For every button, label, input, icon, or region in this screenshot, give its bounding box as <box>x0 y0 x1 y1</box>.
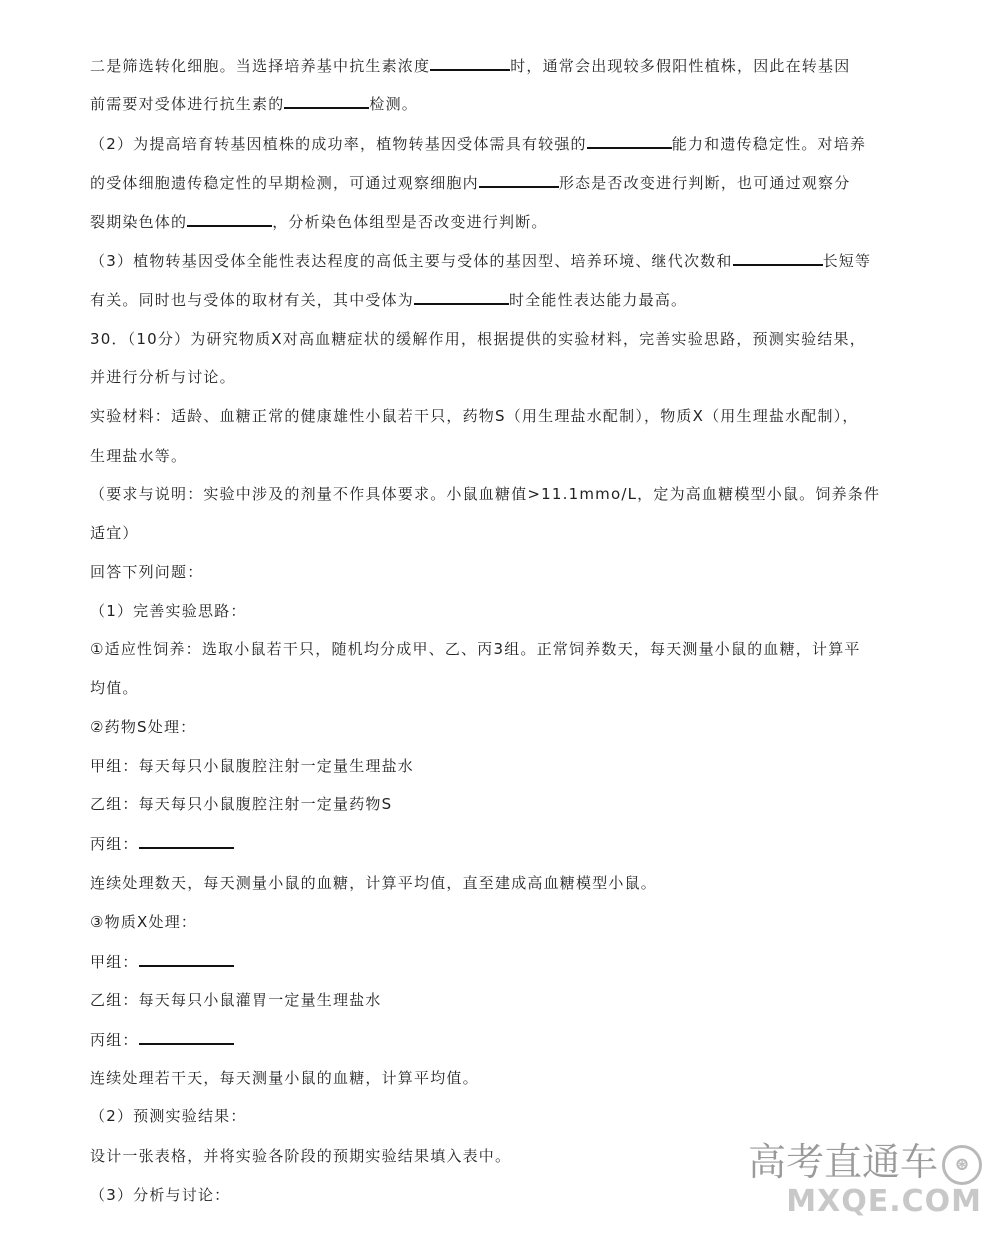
text-segment: （1）完善实验思路： <box>90 602 247 620</box>
watermark-title: 高考直通车 ⊛ <box>748 1140 982 1186</box>
text-segment: 时全能性表达能力最高。 <box>509 291 688 309</box>
text-line <box>90 639 930 659</box>
text-segment: 前需要对受体进行抗生素的 <box>90 95 285 113</box>
text-segment: ②药物S处理： <box>90 718 197 736</box>
fill-in-blank[interactable] <box>139 951 234 967</box>
text-segment: 二是筛选转化细胞。当选择培养基中抗生素浓度 <box>90 57 431 75</box>
fill-in-blank[interactable] <box>733 250 823 266</box>
text-segment: 30．（10分）为研究物质X对高血糖症状的缓解作用，根据提供的实验材料，完善实验思路，预测实验结果， <box>90 330 866 348</box>
fill-in-blank[interactable] <box>430 55 510 71</box>
text-line <box>90 484 930 504</box>
text-segment: 连续处理数天，每天测量小鼠的血糖，计算平均值，直至建成高血糖模型小鼠。 <box>90 874 658 892</box>
text-segment: 甲组： <box>90 953 139 971</box>
text-segment: 裂期染色体的 <box>90 213 188 231</box>
text-line <box>90 367 930 387</box>
text-line <box>90 794 930 814</box>
text-line <box>90 678 930 698</box>
text-line <box>90 562 930 582</box>
text-segment: 并进行分析与讨论。 <box>90 368 236 386</box>
text-line <box>90 1029 930 1050</box>
fill-in-blank[interactable] <box>187 211 272 227</box>
watermark <box>748 1140 982 1220</box>
text-line <box>90 1068 930 1088</box>
text-line <box>90 873 930 893</box>
text-segment: 长短等 <box>822 252 872 270</box>
fill-in-blank[interactable] <box>479 172 559 188</box>
text-line <box>90 990 930 1010</box>
text-line <box>90 172 930 193</box>
text-line <box>90 1106 930 1126</box>
text-line <box>90 446 930 466</box>
text-segment: 检测。 <box>369 95 419 113</box>
text-segment: 设计一张表格，并将实验各阶段的预期实验结果填入表中。 <box>90 1147 512 1165</box>
text-line <box>90 211 930 232</box>
text-segment: （2）为提高培育转基因植株的成功率，植物转基因受体需具有较强的 <box>90 135 587 153</box>
text-line <box>90 912 930 932</box>
text-line <box>90 133 930 154</box>
text-segment: 适宜） <box>90 524 139 542</box>
text-line <box>90 717 930 737</box>
text-line <box>90 601 930 621</box>
text-segment: （要求与说明：实验中涉及的剂量不作具体要求。小鼠血糖值>11.1mmo/L，定为高血糖模型小鼠。饲养条件 <box>90 485 881 503</box>
text-line <box>90 833 930 854</box>
fill-in-blank[interactable] <box>587 133 672 149</box>
text-segment: 均值。 <box>90 679 139 697</box>
text-line <box>90 55 930 76</box>
fill-in-blank[interactable] <box>414 289 509 305</box>
text-segment: 连续处理若干天，每天测量小鼠的血糖，计算平均值。 <box>90 1069 479 1087</box>
text-segment: 甲组：每天每只小鼠腹腔注射一定量生理盐水 <box>90 757 415 775</box>
text-segment: 实验材料：适龄、血糖正常的健康雄性小鼠若干只，药物S（用生理盐水配制），物质X（用生理盐水配制）， <box>90 407 859 425</box>
text-segment: 时，通常会出现较多假阳性植株，因此在转基因 <box>510 57 851 75</box>
fill-in-blank[interactable] <box>139 833 234 849</box>
text-line <box>90 329 930 349</box>
text-segment: （3）植物转基因受体全能性表达程度的高低主要与受体的基因型、培养环境、继代次数和 <box>90 252 733 270</box>
text-segment: ①适应性饲养：选取小鼠若干只，随机均分成甲、乙、丙3组。正常饲养数天，每天测量小鼠的血糖，计算平 <box>90 640 861 658</box>
text-segment: 乙组：每天每只小鼠腹腔注射一定量药物S <box>90 795 393 813</box>
text-segment: 有关。同时也与受体的取材有关，其中受体为 <box>90 291 415 309</box>
watermark-site: MXQE.COM <box>786 1184 982 1219</box>
text-line <box>90 406 930 426</box>
text-line <box>90 93 930 114</box>
text-line <box>90 523 930 543</box>
text-segment: （2）预测实验结果： <box>90 1107 247 1125</box>
text-segment: 生理盐水等。 <box>90 447 188 465</box>
text-line <box>90 756 930 776</box>
text-line <box>90 951 930 972</box>
fill-in-blank[interactable] <box>284 93 369 109</box>
text-segment: ③物质X处理： <box>90 913 198 931</box>
text-segment: 乙组：每天每只小鼠灌胃一定量生理盐水 <box>90 991 382 1009</box>
text-segment: 回答下列问题： <box>90 563 204 581</box>
text-line <box>90 289 930 310</box>
text-segment: 丙组： <box>90 835 139 853</box>
text-segment: 丙组： <box>90 1031 139 1049</box>
text-segment: 能力和遗传稳定性。对培养 <box>671 135 867 153</box>
text-segment: ，分析染色体组型是否改变进行判断。 <box>272 213 548 231</box>
text-segment: 的受体细胞遗传稳定性的早期检测，可通过观察细胞内 <box>90 174 479 192</box>
text-segment: （3）分析与讨论： <box>90 1186 231 1204</box>
watermark-logo-icon: ⊛ <box>942 1145 982 1185</box>
text-segment: 形态是否改变进行判断，也可通过观察分 <box>558 174 851 192</box>
fill-in-blank[interactable] <box>139 1029 234 1045</box>
text-line <box>90 250 930 271</box>
